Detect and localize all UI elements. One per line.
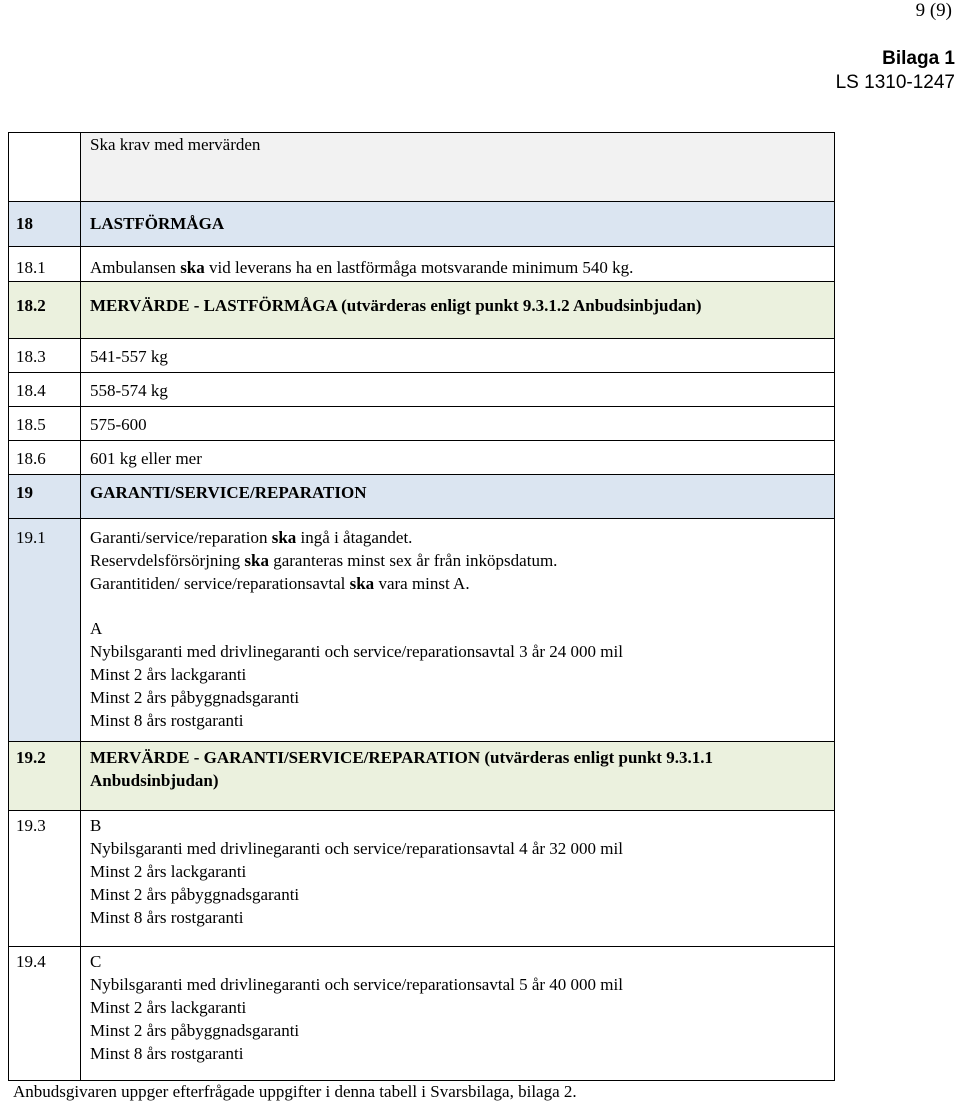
- option-text: B Nybilsgaranti med drivlinegaranti och service/reparationsavtal 4 år 32 000 mil Minst 2 års lackgaranti Minst 2 års påbyggnadsgaranti Minst 8 års rostgaranti: [81, 811, 835, 947]
- row-number: 18.2: [9, 282, 81, 339]
- option-row-18-5: [9, 407, 835, 441]
- row-number: 18.6: [9, 441, 81, 475]
- option-text: 558-574 kg: [81, 373, 835, 407]
- table-title: Ska krav med mervärden: [81, 133, 835, 202]
- option-text: C Nybilsgaranti med drivlinegaranti och service/reparationsavtal 5 år 40 000 mil Minst 2 års lackgaranti Minst 2 års påbyggnadsgaranti Minst 8 års rostgaranti: [81, 947, 835, 1081]
- value-row-19-2: [9, 742, 835, 811]
- option-row-19-3: [9, 811, 835, 947]
- section-row-19: [9, 475, 835, 519]
- row-number: 19: [9, 475, 81, 519]
- section-heading: GARANTI/SERVICE/REPARATION: [81, 475, 835, 519]
- option-text: 541-557 kg: [81, 339, 835, 373]
- bilaga-label: Bilaga 1: [882, 48, 955, 69]
- row-number: 19.3: [9, 811, 81, 947]
- requirement-row-19-1: [9, 519, 835, 742]
- value-heading: MERVÄRDE - GARANTI/SERVICE/REPARATION (utvärderas enligt punkt 9.3.1.1 Anbudsinbjudan): [81, 742, 835, 811]
- option-row-18-4: [9, 373, 835, 407]
- option-text: 575-600: [81, 407, 835, 441]
- page-number: 9 (9): [915, 0, 952, 21]
- row-number: 19.4: [9, 947, 81, 1081]
- option-row-18-6: [9, 441, 835, 475]
- row-number: 19.1: [9, 519, 81, 742]
- option-text: 601 kg eller mer: [81, 441, 835, 475]
- requirements-table: [8, 132, 835, 1081]
- value-row-18-2: [9, 282, 835, 339]
- document-header: [836, 47, 955, 95]
- row-number: 18.3: [9, 339, 81, 373]
- option-label: A: [90, 619, 103, 638]
- requirement-text: Ambulansen ska vid leverans ha en lastförmåga motsvarande minimum 540 kg.: [81, 247, 835, 282]
- option-label: B: [90, 816, 102, 835]
- section-row-18: [9, 202, 835, 247]
- reference-number: LS 1310-1247: [835, 72, 955, 93]
- requirement-text: Garanti/service/reparation ska ingå i åtagandet. Reservdelsförsörjning ska garanteras minst sex år från inköpsdatum. Garantitiden/ service/reparationsavtal ska vara minst A. A Nybilsgaranti med drivlinegaranti och service/reparationsavtal 3 år 24 000 mil Minst 2 års lackgaranti Minst 2 års påbyggnadsgaranti Minst 8 års rostgaranti: [81, 519, 835, 742]
- section-heading: LASTFÖRMÅGA: [81, 202, 835, 247]
- requirement-row-18-1: [9, 247, 835, 282]
- value-heading: MERVÄRDE - LASTFÖRMÅGA (utvärderas enligt punkt 9.3.1.2 Anbudsinbjudan): [81, 282, 835, 339]
- row-number: 18.5: [9, 407, 81, 441]
- footer-note: Anbudsgivaren uppger efterfrågade uppgifter i denna tabell i Svarsbilaga, bilaga 2.: [13, 1082, 577, 1101]
- option-row-19-4: [9, 947, 835, 1081]
- option-label: C: [90, 952, 102, 971]
- row-number: 18.4: [9, 373, 81, 407]
- row-number: 18.1: [9, 247, 81, 282]
- option-row-18-3: [9, 339, 835, 373]
- title-row: [9, 133, 835, 202]
- row-number: 19.2: [9, 742, 81, 811]
- row-number: 18: [9, 202, 81, 247]
